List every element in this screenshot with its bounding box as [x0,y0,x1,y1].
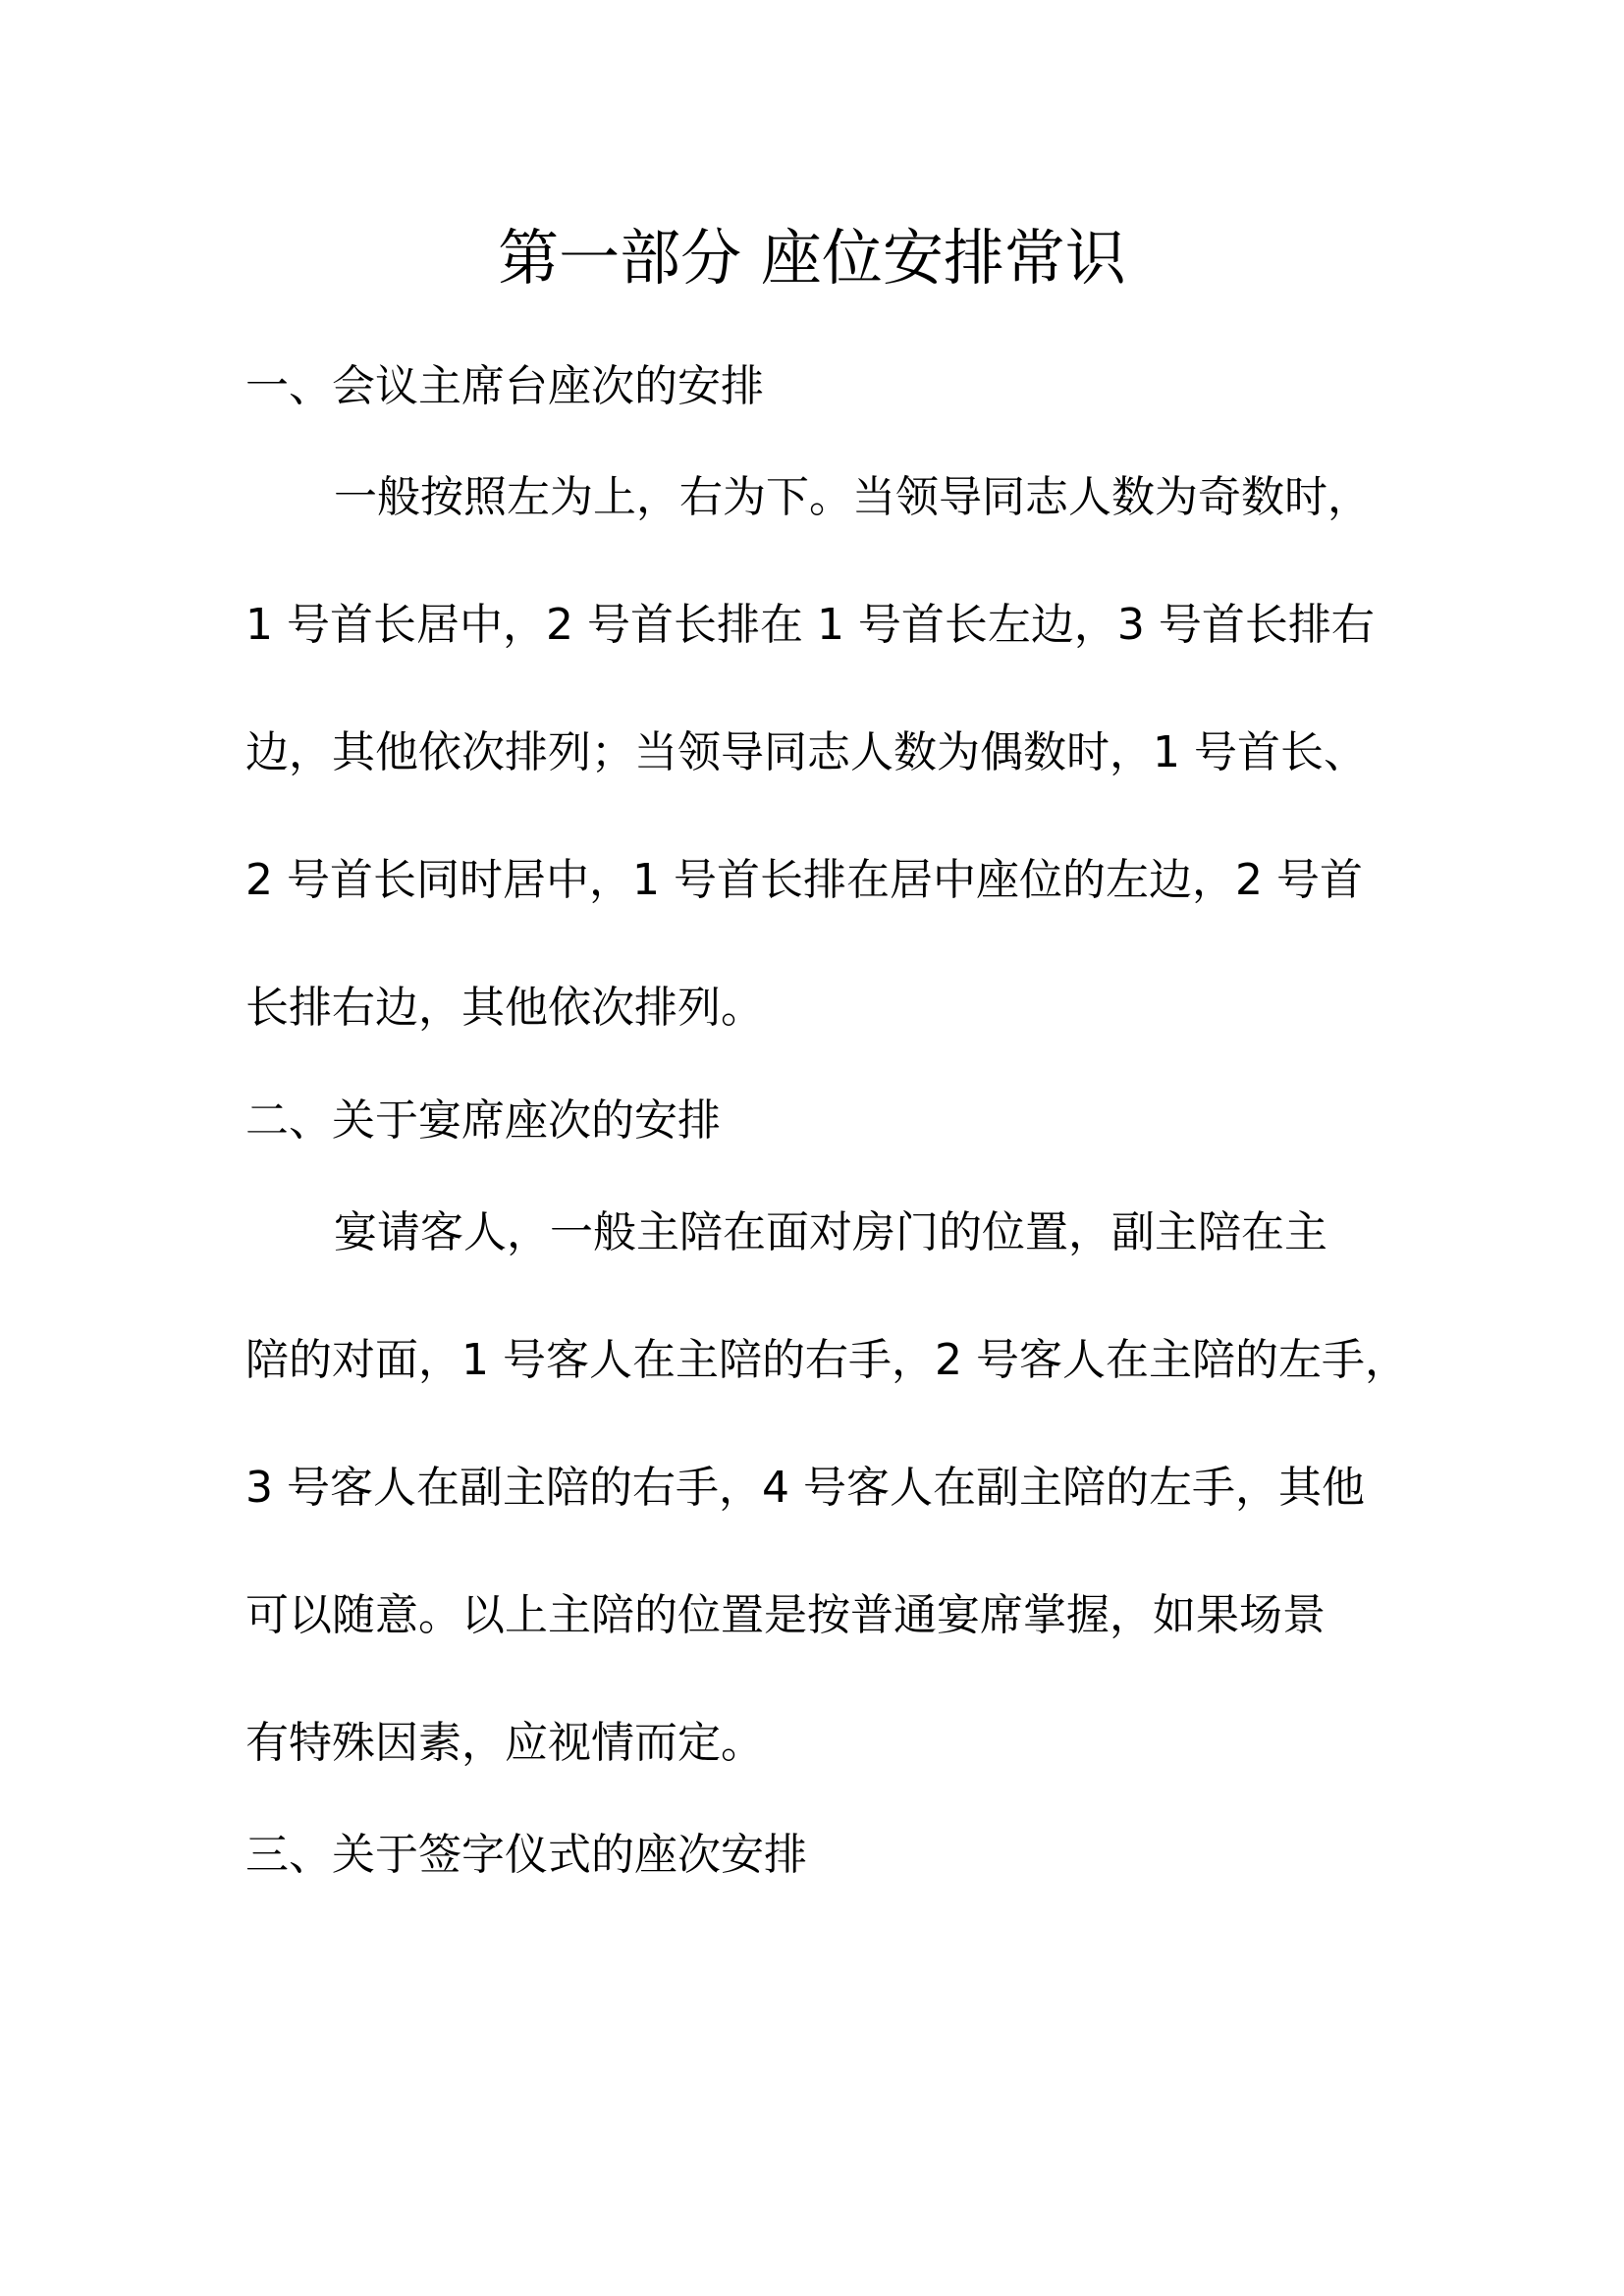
section-2-line-4: 可以随意。以上主陪的位置是按普通宴席掌握，如果场景 [245,1590,1326,1640]
section-1-line-1: 一般按照左为上，右为下。当领导同志人数为奇数时， [334,472,1371,522]
document-title: 第一部分 座位安排常识 [498,222,1126,294]
section-2-line-5: 有特殊因素，应视情而定。 [245,1718,764,1768]
section-2-line-2: 陪的对面，1 号客人在主陪的右手，2 号客人在主陪的左手， [245,1335,1408,1385]
section-heading-1: 一、会议主席台座次的安排 [245,361,764,411]
section-2-line-3: 3 号客人在副主陪的右手，4 号客人在副主陪的左手，其他 [245,1463,1365,1513]
section-2-line-1: 宴请客人，一般主陪在面对房门的位置，副主陪在主 [334,1207,1327,1257]
section-heading-2: 二、关于宴席座次的安排 [245,1095,721,1146]
section-heading-3: 三、关于签字仪式的座次安排 [245,1830,807,1880]
section-1-line-4: 2 号首长同时居中，1 号首长排在居中座位的左边，2 号首 [245,855,1363,905]
section-1-line-3: 边，其他依次排列；当领导同志人数为偶数时，1 号首长、 [245,727,1367,777]
section-1-line-5: 长排右边，其他依次排列。 [245,983,764,1033]
section-1-line-2: 1 号首长居中，2 号首长排在 1 号首长左边，3 号首长排右 [245,600,1375,650]
